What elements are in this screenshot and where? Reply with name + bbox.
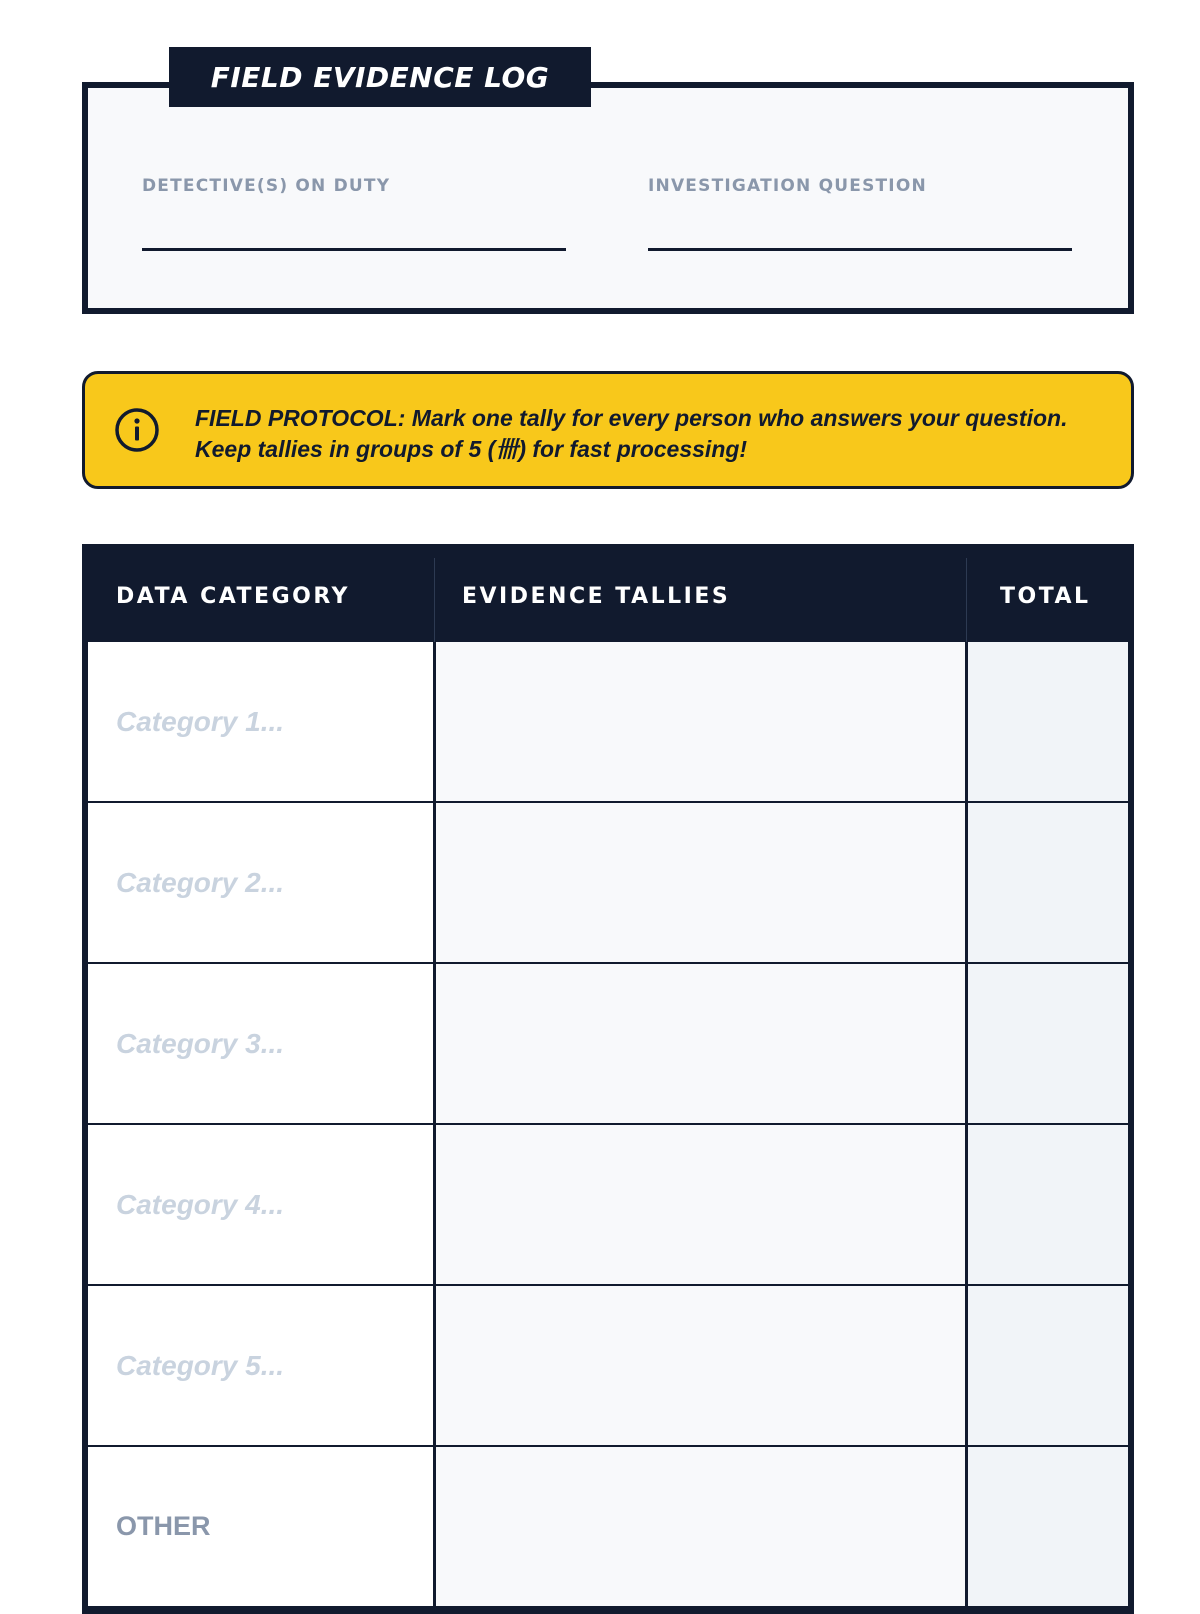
question-field[interactable]	[648, 176, 1072, 251]
header-divider	[966, 558, 967, 642]
tally-cell[interactable]	[436, 1286, 965, 1445]
category-placeholder: Category 3...	[116, 1027, 285, 1059]
protocol-line-1: FIELD PROTOCOL: Mark one tally for every person who answers your question.	[195, 405, 1068, 431]
category-cell[interactable]	[88, 1286, 433, 1445]
question-input-line[interactable]	[648, 248, 1072, 251]
tally-cell[interactable]	[436, 1125, 965, 1284]
header-evidence-tallies: EVIDENCE TALLIES	[462, 583, 731, 609]
table-row	[88, 803, 1128, 962]
total-cell[interactable]	[968, 1286, 1128, 1445]
header-data-category: DATA CATEGORY	[116, 583, 350, 609]
header-panel	[82, 82, 1134, 314]
tally-cell[interactable]	[436, 642, 965, 801]
detective-field[interactable]	[142, 176, 566, 251]
protocol-text	[195, 403, 1115, 465]
category-placeholder: Category 5...	[116, 1349, 285, 1381]
protocol-banner	[82, 371, 1134, 489]
tally-cell[interactable]	[436, 803, 965, 962]
category-cell[interactable]	[88, 803, 433, 962]
category-placeholder: Category 1...	[116, 705, 285, 737]
total-cell[interactable]	[968, 1447, 1128, 1606]
evidence-table	[82, 544, 1134, 1614]
table-row	[88, 1447, 1128, 1606]
category-cell[interactable]	[88, 964, 433, 1123]
total-cell[interactable]	[968, 642, 1128, 801]
tally-cell[interactable]	[436, 1447, 965, 1606]
detective-input-line[interactable]	[142, 248, 566, 251]
table-row	[88, 642, 1128, 801]
tally-cell[interactable]	[436, 964, 965, 1123]
total-cell[interactable]	[968, 964, 1128, 1123]
category-placeholder: Category 4...	[116, 1188, 285, 1220]
detective-label: DETECTIVE(S) ON DUTY	[142, 176, 391, 196]
info-icon	[113, 406, 161, 454]
total-cell[interactable]	[968, 803, 1128, 962]
table-header	[88, 550, 1128, 642]
category-cell[interactable]	[88, 642, 433, 801]
header-total: TOTAL	[1000, 583, 1091, 609]
table-row	[88, 964, 1128, 1123]
category-cell-other[interactable]	[88, 1447, 433, 1606]
category-other-label: OTHER	[116, 1511, 211, 1541]
page-title: FIELD EVIDENCE LOG	[169, 47, 591, 107]
protocol-line-2: Keep tallies in groups of 5 (卌) for fast processing!	[195, 436, 748, 462]
total-cell[interactable]	[968, 1125, 1128, 1284]
table-row	[88, 1125, 1128, 1284]
question-label: INVESTIGATION QUESTION	[648, 176, 927, 196]
header-divider	[434, 558, 435, 642]
category-cell[interactable]	[88, 1125, 433, 1284]
category-placeholder: Category 2...	[116, 866, 285, 898]
table-row	[88, 1286, 1128, 1445]
